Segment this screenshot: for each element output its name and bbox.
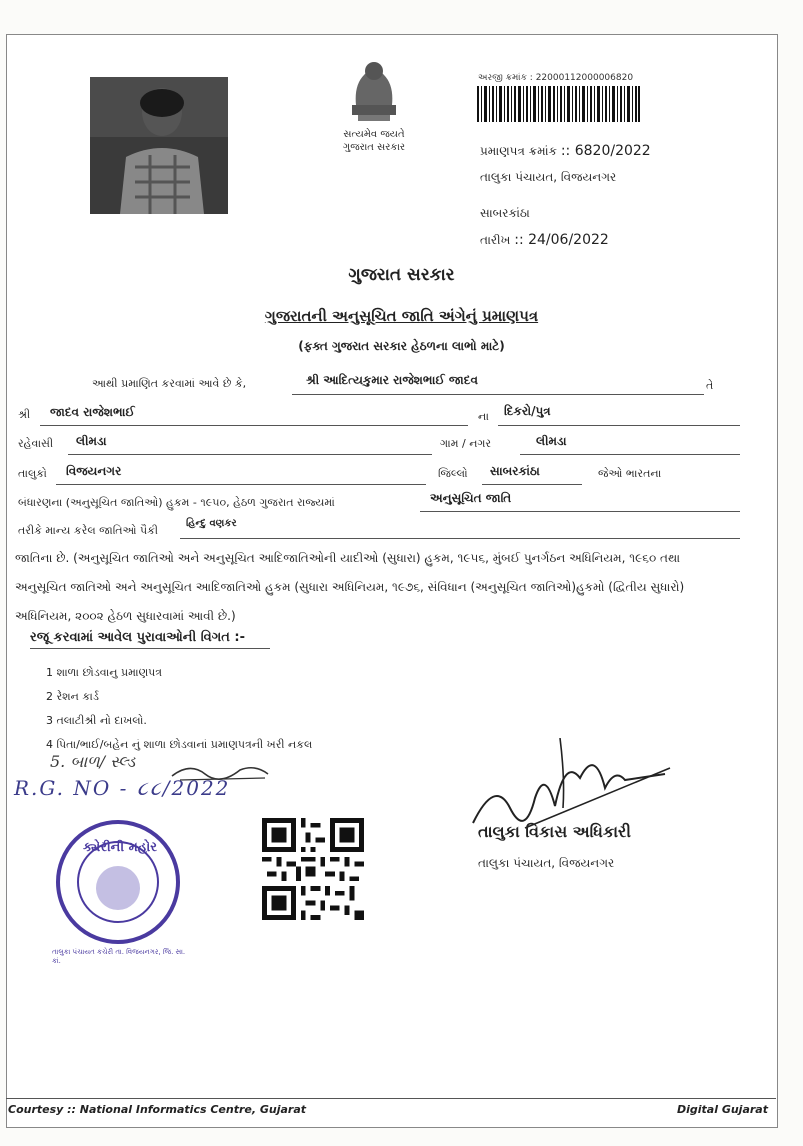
footer-brand: Digital Gujarat	[677, 1103, 768, 1116]
te-label: તે	[706, 379, 714, 392]
legal-paragraph	[15, 544, 775, 631]
office-stamp	[52, 818, 184, 946]
issuing-office: તાલુકા પંચાયત, વિજયનગર	[480, 170, 617, 184]
stamp-ring-text: તાલુકા પંચાયત કચેરી તા. વિજયનગર, જિ. સા. કાં.	[52, 948, 186, 965]
evidence-heading: રજૂ કરવામાં આવેલ પુરાવાઓની વિગત :-	[30, 630, 270, 649]
emblem-org: ગુજરાત સરકાર	[342, 142, 406, 153]
handwritten-note: 5. બાળ/ સ્લ્ડ	[50, 752, 136, 771]
issuing-district: સાબરકાંઠા	[480, 206, 530, 220]
applicant-photo	[90, 77, 228, 214]
stamp-center-text: ક્યેરીની મહોર	[82, 840, 158, 855]
cert-number	[480, 143, 651, 159]
evidence-item: 3 તલાટીશ્રી નો દાખલો.	[46, 714, 147, 727]
na-label: ના	[478, 410, 489, 423]
taluka-label: તાલુકો	[18, 467, 47, 480]
qr-code	[262, 818, 364, 920]
signatory-office: તાલુકા પંચાયત, વિજયનગર	[478, 856, 615, 870]
barcode	[477, 86, 640, 122]
certify-label: આથી પ્રમાણિત કરવામાં આવે છે કે,	[92, 377, 247, 390]
who-label: જેઓ ભારતના	[598, 467, 662, 480]
recognized-text: તરીકે માન્ય કરેલ જાતિઓ પૈકી	[18, 524, 159, 537]
evidence-item: 4 પિતા/ભાઈ/બહેન નું શાળા છોડવાનાં પ્રમાણપત્રની ખરી નકલ	[46, 738, 313, 751]
resident-value: લીમડા	[76, 434, 107, 448]
issue-date-label: તારીખ	[480, 233, 511, 247]
cert-number-label: પ્રમાણપત્ર ક્રમાંક	[480, 144, 558, 158]
applicant-name: શ્રી આદિત્યકુમાર રાજેશભાઈ જાદવ	[306, 373, 478, 387]
village-value: લીમડા	[536, 434, 567, 448]
emblem-motto: સત્યમેવ જયતે	[343, 129, 405, 140]
shri-label: શ્રી	[18, 408, 31, 421]
registration-number: R.G. NO - ૮૮/2022	[14, 776, 231, 800]
footer	[8, 1103, 768, 1116]
legal-paragraph-line: જાતિના છે. (અનુસૂચિત જાતિઓ અને અનુસૂચિત આદિજાતિઓની યાદીઓ (સુધારા) હુકમ, ૧૯૫૬, મુંબઈ પુનર્ગઠન અધિનિયમ, ૧૯૬૦ તથા	[15, 551, 681, 565]
evidence-item: 1 શાળા છોડવાનુ પ્રમાણપત્ર	[46, 666, 163, 679]
cert-number-value: :: 6820/2022	[560, 143, 651, 159]
footer-courtesy: Courtesy :: National Informatics Centre, Gujarat	[8, 1103, 307, 1116]
issue-date-value: :: 24/06/2022	[514, 232, 609, 248]
village-label: ગામ / નગર	[440, 437, 492, 450]
father-name: જાદવ રાજેશભાઈ	[50, 405, 135, 419]
taluka-value: વિજયનગર	[66, 464, 122, 478]
government-title: ગુજરાત સરકાર	[348, 265, 455, 285]
issue-date	[480, 232, 609, 248]
relation-value: દિકરો/પુત્ર	[504, 404, 551, 418]
district-label: જિલ્લો	[438, 467, 468, 480]
barcode-label: અરજી ક્રમાંક : 22000112000006820	[478, 73, 634, 83]
evidence-item: 2 રેશન કાર્ડ	[46, 690, 99, 703]
caste-value: હિન્દુ વણકર	[186, 518, 237, 529]
district-value: સાબરકાંઠા	[490, 464, 540, 478]
state-emblem	[330, 55, 418, 155]
constitution-text: બંધારણના (અનુસૂચિત જાતિઓ) હુકમ - ૧૯૫૦, હેઠળ ગુજરાત રાજ્યમાં	[18, 496, 335, 509]
certificate-title: ગુજરાતની અનુસૂચિત જાતિ અંગેનું પ્રમાણપત્ર	[264, 307, 539, 325]
signatory-title: તાલુકા વિકાસ અધિકારી	[478, 822, 631, 841]
legal-paragraph-line: અધિનિયમ, ૨૦૦૨ હેઠળ સુધારવામાં આવી છે.)	[15, 609, 236, 623]
caste-group-value: અનુસૂચિત જાતિ	[430, 491, 512, 505]
legal-paragraph-line: અનુસૂચિત જાતિઓ અને અનુસૂચિત આદિજાતિઓ હુકમ (સુધારા અધિનિયમ, ૧૯૭૬, સંવિધાન (અનુસૂચિત જાતિઓ)હુકમો (દ્વિતીય સુધારો)	[15, 580, 685, 594]
resident-label: રહેવાસી	[18, 437, 54, 450]
certificate-subtitle: (ફક્ત ગુજરાત સરકાર હેઠળના લાભો માટે)	[298, 339, 505, 353]
